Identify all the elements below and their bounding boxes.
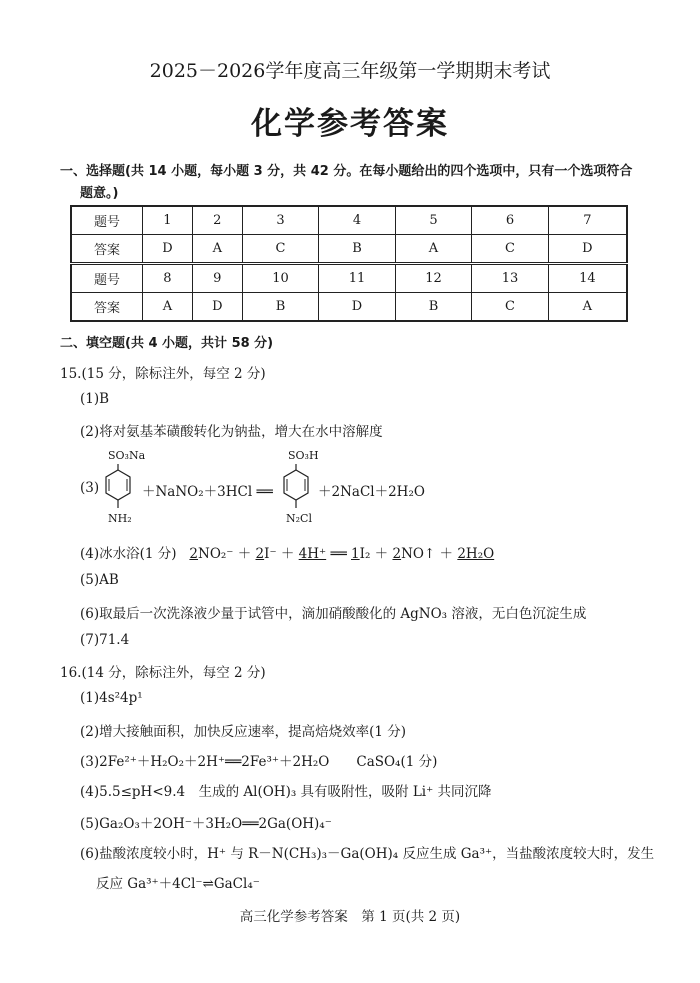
q16-answer-3: (3)2Fe²⁺＋H₂O₂＋2H⁺══2Fe³⁺＋2H₂O CaSO₄(1 分) bbox=[80, 754, 438, 770]
table-cell: 3 bbox=[242, 206, 319, 235]
q16-answer-5: (5)Ga₂O₃＋2OH⁻＋3H₂O══2Ga(OH)₄⁻ bbox=[80, 816, 332, 832]
coefficient: 2 bbox=[189, 546, 199, 562]
q15-answer-4-prefix: (4)冰水浴(1 分) bbox=[80, 546, 177, 562]
table-row bbox=[71, 235, 627, 264]
coefficient: 2H₂O bbox=[457, 546, 495, 562]
table-cell: C bbox=[242, 235, 319, 264]
species: I₂ ＋ bbox=[359, 546, 389, 562]
table-cell: A bbox=[192, 235, 242, 264]
table-cell: 答案 bbox=[71, 235, 143, 264]
species: NO↑ ＋ bbox=[401, 546, 454, 562]
table-cell: 13 bbox=[472, 264, 549, 293]
q15-answer-1: (1)B bbox=[80, 391, 110, 407]
benzene-ring-2-icon bbox=[282, 464, 310, 508]
coefficient: 2 bbox=[255, 546, 265, 562]
section1-heading-cont: 题意。) bbox=[80, 186, 119, 201]
table-cell: 6 bbox=[472, 206, 549, 235]
q16-answer-6-cont: 反应 Ga³⁺＋4Cl⁻⇌GaCl₄⁻ bbox=[96, 876, 260, 892]
ring1-bottom-group: NH₂ bbox=[108, 512, 132, 525]
q16-answer-4: (4)5.5≤pH<9.4 生成的 Al(OH)₃ 具有吸附性，吸附 Li⁺ 共同沉降 bbox=[80, 784, 492, 800]
q15-answer-3-label: (3) bbox=[80, 480, 100, 496]
table-cell: 2 bbox=[192, 206, 242, 235]
table-cell: B bbox=[319, 235, 396, 264]
q16-answer-2: (2)增大接触面积，加快反应速率，提高焙烧效率(1 分) bbox=[80, 724, 407, 740]
page-footer: 高三化学参考答案 第 1 页(共 2 页) bbox=[239, 909, 461, 925]
q15-answer-6: (6)取最后一次洗涤液少量于试管中，滴加硝酸酸化的 AgNO₃ 溶液，无白色沉淀生成 bbox=[80, 606, 587, 622]
table-cell: 5 bbox=[395, 206, 472, 235]
table-cell: D bbox=[319, 293, 396, 322]
coefficient: 2 bbox=[392, 546, 402, 562]
table-cell: 1 bbox=[143, 206, 193, 235]
table-cell: B bbox=[242, 293, 319, 322]
q15-answer-5: (5)AB bbox=[80, 572, 119, 588]
table-cell: 11 bbox=[319, 264, 396, 293]
ring2-top-group: SO₃H bbox=[288, 449, 319, 462]
table-row bbox=[71, 206, 627, 235]
table-cell: 答案 bbox=[71, 293, 143, 322]
answer-table bbox=[70, 205, 628, 322]
table-cell: C bbox=[472, 293, 549, 322]
q16-heading: 16.(14 分，除标注外，每空 2 分) bbox=[60, 665, 266, 681]
species: I⁻ ＋ bbox=[264, 546, 295, 562]
table-row bbox=[71, 293, 627, 322]
coefficient: 1 bbox=[351, 546, 360, 562]
section1-heading: 一、选择题(共 14 小题，每小题 3 分，共 42 分。在每小题给出的四个选项中，只有一个选项符合 bbox=[60, 164, 633, 179]
table-cell: B bbox=[395, 293, 472, 322]
table-cell: 14 bbox=[548, 264, 627, 293]
exam-title: 2025－2026学年度高三年级第一学期期末考试 bbox=[149, 60, 551, 82]
benzene-ring-1-icon bbox=[104, 464, 132, 508]
table-cell: 4 bbox=[319, 206, 396, 235]
q15-answer-7: (7)71.4 bbox=[80, 632, 130, 648]
table-cell: A bbox=[143, 293, 193, 322]
table-cell: 题号 bbox=[71, 206, 143, 235]
table-cell: A bbox=[548, 293, 627, 322]
table-cell: 7 bbox=[548, 206, 627, 235]
table-cell: 8 bbox=[143, 264, 193, 293]
table-cell: D bbox=[143, 235, 193, 264]
q15-answer-4 bbox=[80, 542, 494, 562]
section2-heading: 二、填空题(共 4 小题，共计 58 分) bbox=[60, 336, 274, 351]
ring2-bottom-group: N₂Cl bbox=[286, 512, 312, 525]
table-cell: D bbox=[192, 293, 242, 322]
q16-answer-6: (6)盐酸浓度较小时，H⁺ 与 R－N(CH₃)₃－Ga(OH)₄ 反应生成 Ga³⁺，当盐酸浓度较大时，发生 bbox=[80, 846, 655, 862]
document-title: 化学参考答案 bbox=[251, 106, 449, 142]
table-row bbox=[71, 264, 627, 293]
table-cell: 10 bbox=[242, 264, 319, 293]
table-cell: A bbox=[395, 235, 472, 264]
q16-answer-1: (1)4s²4p¹ bbox=[80, 690, 143, 706]
table-cell: 12 bbox=[395, 264, 472, 293]
q15-answer-2: (2)将对氨基苯磺酸转化为钠盐，增大在水中溶解度 bbox=[80, 424, 383, 440]
table-cell: D bbox=[548, 235, 627, 264]
q15-heading: 15.(15 分，除标注外，每空 2 分) bbox=[60, 366, 266, 382]
ring1-top-group: SO₃Na bbox=[108, 449, 146, 462]
table-cell: 9 bbox=[192, 264, 242, 293]
species: NO₂⁻ ＋ bbox=[198, 546, 252, 562]
table-cell: C bbox=[472, 235, 549, 264]
species: ══ bbox=[330, 546, 347, 562]
coefficient: 4H⁺ bbox=[298, 546, 327, 562]
q15-answer-3-middle: ＋NaNO₂＋3HCl ══ bbox=[142, 484, 273, 500]
q15-answer-3-end: ＋2NaCl＋2H₂O bbox=[318, 484, 425, 500]
table-cell: 题号 bbox=[71, 264, 143, 293]
